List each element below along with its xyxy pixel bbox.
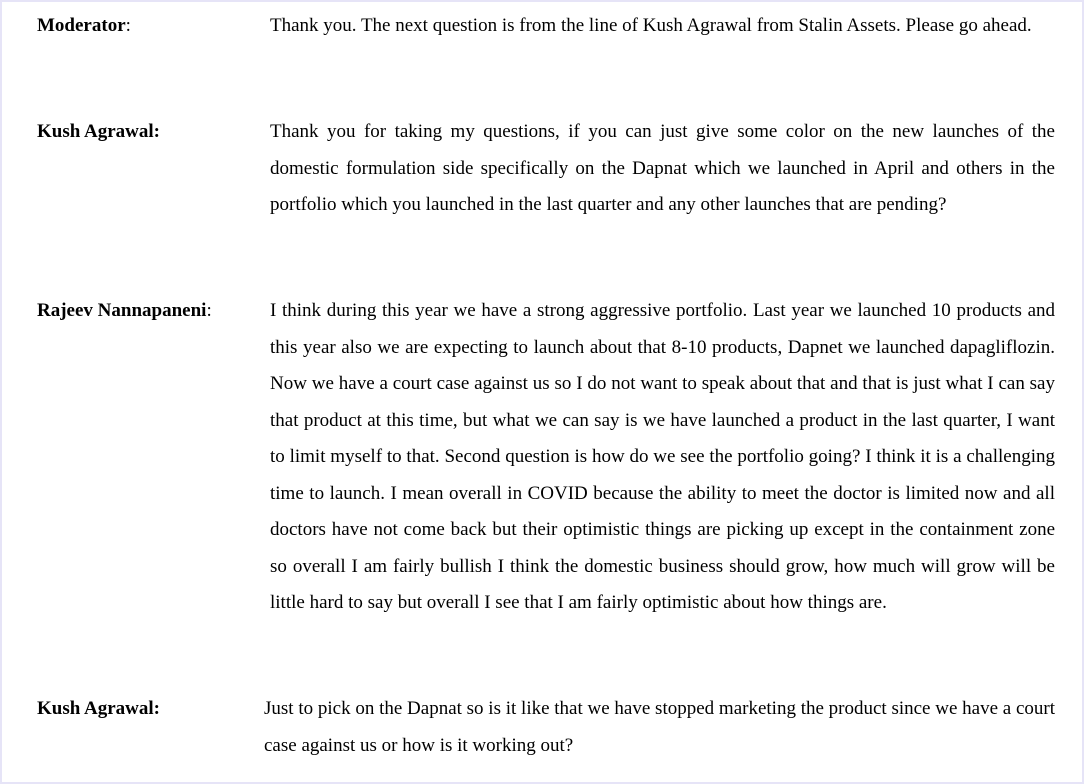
- speaker-name: Kush Agrawal:: [37, 698, 160, 719]
- speech-text: Thank you. The next question is from the line of Kush Agrawal from Stalin Assets. Please go ahead.: [270, 15, 1032, 36]
- speaker-name: Moderator: [37, 15, 126, 36]
- speaker-name: Kush Agrawal:: [37, 121, 160, 142]
- speaker-separator: :: [125, 15, 131, 36]
- speaker-label: [37, 8, 131, 45]
- speaker-label: [37, 293, 212, 330]
- speaker-label: [37, 691, 160, 728]
- speaker-name: Rajeev Nannapaneni: [37, 300, 207, 321]
- speaker-label: [37, 114, 160, 151]
- speaker-separator: :: [206, 300, 212, 321]
- speech-text: Just to pick on the Dapnat so is it like that we have stopped marketing the product since we have a court case against us or how is it working out?: [264, 698, 1055, 756]
- speech-text: I think during this year we have a strong aggressive portfolio. Last year we launched 10 products and this year also we are expecting to launch about that 8-10 products, Dapnet we launched dapagliflozin. Now we have a court case against us so I do not want to speak about that and that is just what I can say that product at this time, but what we can say is we have launched a product in the last quarter, I want to limit myself to that. Second question is how do we see the portfolio going? I think it is a challenging time to launch. I mean overall in COVID because the ability to meet the doctor is limited now and all doctors have not come back but their optimistic things are picking up except in the containment zone so overall I am fairly bullish I think the domestic business should grow, how much will grow will be little hard to say but overall I see that I am fairly optimistic about how things are.: [270, 300, 1055, 613]
- speech-text: Thank you for taking my questions, if you can just give some color on the new launches of the domestic formulation side specifically on the Dapnat which we launched in April and others in the portfolio which you launched in the last quarter and any other launches that are pending?: [270, 121, 1055, 215]
